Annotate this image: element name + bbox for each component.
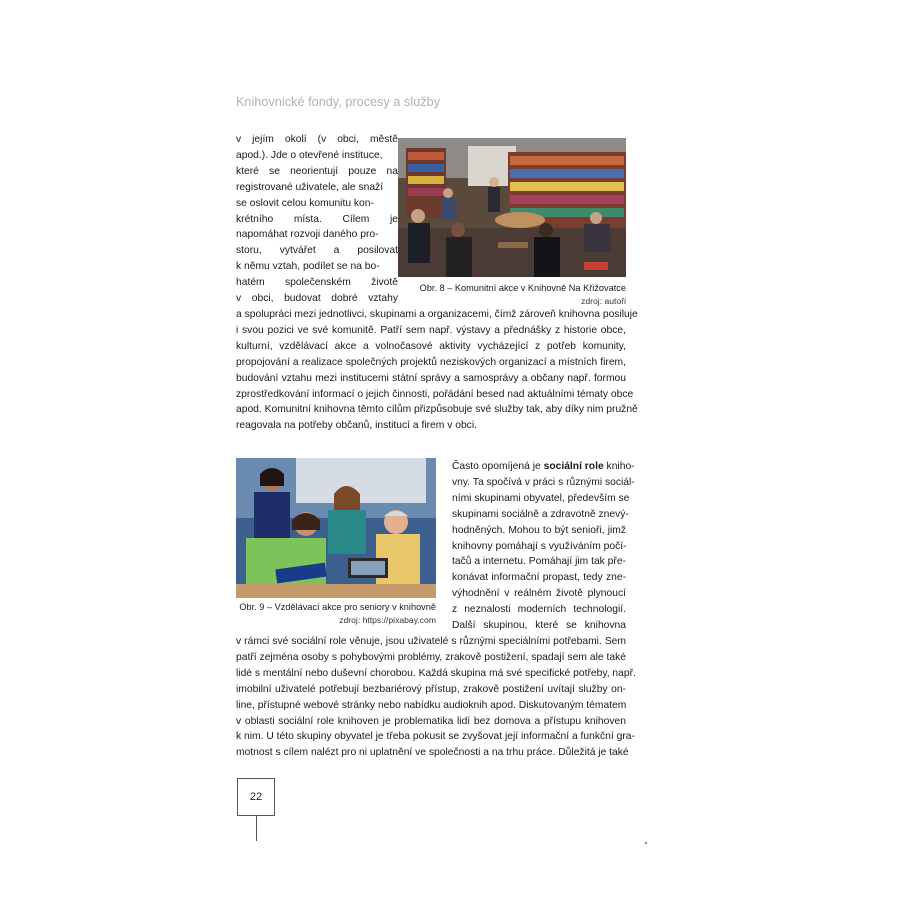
text-line: budování vztahu mezi institucemi státní správy a samosprávy a občany např. formou: [236, 372, 626, 384]
caption-source: zdroj: autoři: [581, 295, 626, 306]
text-line: apod.). Jde o otevřené instituce,: [236, 149, 383, 161]
text-line: zprostředkování informací o jejich činnosti, pořádání besed nad aktuálními tématy obce: [236, 388, 634, 400]
text-line: motnost s cílem nalézt pro ni uplatnění ve společnosti a na trhu práce. Důležitá je také: [236, 747, 629, 759]
text-line: k němu vztah, podílet se na bo-: [236, 261, 380, 273]
seniors-illustration: [236, 458, 436, 598]
text-line: imobilní uživatelé potřebují bezbariérový přístup, zrakově postižení uvítají služby on-: [236, 683, 626, 695]
text-line: hatém společenském životě: [236, 277, 398, 289]
text-line: reagovala na potřeby občanů, institucí a firem v obci.: [236, 420, 477, 432]
running-head: Knihovnické fondy, procesy a služby: [236, 95, 441, 109]
text-line: knihovny pomáhají s využíváním počí-: [452, 540, 627, 552]
text-line: Často opomíjená je sociální role kniho-: [452, 461, 635, 472]
text-line: v obci, budovat dobré vztahy: [236, 293, 398, 305]
stray-mark: [645, 842, 647, 844]
figure-caption-8: [398, 282, 626, 307]
page-number: 22: [237, 778, 275, 816]
text-line: tačů a internetu. Pomáhají jim tak pře-: [452, 556, 626, 568]
paragraph-community-narrow: [236, 132, 398, 307]
text-line: kulturní, vzdělávací akce a volnočasové aktivity vycházející z potřeb komunity,: [236, 340, 626, 352]
bold-term: sociální role: [543, 461, 604, 472]
figure-caption-9: [236, 601, 436, 626]
text-line: patří zejména osoby s pohybovými problémy, zrakově postižení, spadají sem ale také: [236, 651, 626, 663]
caption-text: Obr. 9 – Vzdělávací akce pro seniory v knihovně: [239, 602, 436, 612]
text-line: k nim. U této skupiny obyvatel je třeba pokusit se zvyšovat její informační a funkční gra-: [236, 731, 635, 743]
text-line: hodněných. Mohou to být senioři, jimž: [452, 524, 626, 536]
text-line: ními skupinami obyvatel, především se: [452, 492, 630, 504]
text-line: storu, vytvářet a posilovat: [236, 245, 398, 257]
text-line: lidé s mentální nebo duševní chorobou. Každá skupina má své specifické potřeby, např.: [236, 667, 636, 679]
text-line: které se neorientují pouze na: [236, 165, 398, 177]
text-line: výhodnění v reálném životě plynoucí: [452, 588, 626, 600]
text-line: skupinami sociálně a zdravotně znevý-: [452, 508, 629, 520]
text-line: krétního místa. Cílem je: [236, 213, 398, 225]
text-line: vny. Ta spočívá v práci s různými sociál-: [452, 476, 635, 488]
paragraph-social-role-wide: [236, 634, 636, 761]
text-line: konávat informační propast, tedy zne-: [452, 572, 626, 584]
caption-text: Obr. 8 – Komunitní akce v Knihovně Na Křižovatce: [419, 283, 626, 293]
text-line: a spolupráci mezi jednotlivci, skupinami a organizacemi, čímž zároveň knihovna posiluje: [236, 309, 638, 320]
text-line: v oblasti sociální role knihoven je problematika lidí bez domova a přístupu knihoven: [236, 715, 626, 727]
library-event-illustration: [398, 138, 626, 277]
text-line: i svou pozici ve své komunitě. Patří sem např. výstavy a přednášky z historie obce,: [236, 324, 626, 336]
text-line: Další skupinou, které se knihovna: [452, 620, 626, 632]
caption-source: zdroj: https://pixabay.com: [339, 614, 436, 625]
text-line: propojování a realizace společných projektů neziskových organizací a místních firem,: [236, 356, 626, 368]
paragraph-social-role-narrow: [452, 459, 635, 634]
page-number-tick: [256, 816, 257, 841]
photo-seniors-education: [236, 458, 436, 598]
text-line: line, přístupné webové stránky nebo nabídku audioknih apod. Diskutovaným tématem: [236, 699, 627, 711]
text-line: z neznalosti moderních technologií.: [452, 604, 626, 616]
text-line: apod. Komunitní knihovna těmto cílům přizpůsobuje své služby tak, aby díky nim pružně: [236, 404, 638, 416]
text-line: v rámci své sociální role věnuje, jsou uživatelé s různými speciálními potřebami. Sem: [236, 636, 626, 647]
photo-community-event: [398, 138, 626, 277]
text-line: se oslovit celou komunitu kon-: [236, 197, 374, 209]
text-line: napomáhat rozvoji daného pro-: [236, 229, 379, 241]
text-line: v jejím okolí (v obci, městě: [236, 134, 398, 145]
paragraph-community-wide: [236, 307, 638, 434]
text-line: registrované uživatele, ale snaží: [236, 181, 384, 193]
